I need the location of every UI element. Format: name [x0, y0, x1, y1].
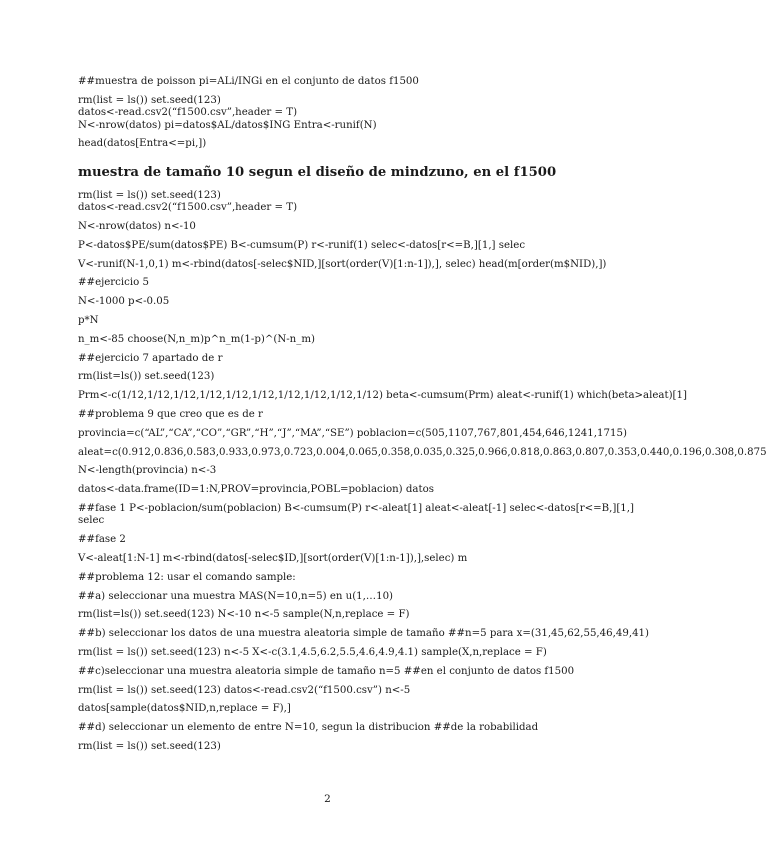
code-line: provincia=c(“AL”,“CA”,“CO”,“GR”,“H”,“J”,“MA”,“SE”) poblacion=c(505,1107,767,801,454,646,1241,1715): [78, 427, 627, 439]
code-line: N<-nrow(datos) pi=datos$AL/datos$ING Entra<-runif(N): [78, 119, 377, 131]
code-block: [78, 190, 698, 215]
code-line: selec: [78, 515, 105, 527]
code-comment: ##d) seleccionar un elemento de entre N=10, segun la distribucion ##de la robabilidad: [78, 722, 539, 734]
code-line: N<-1000 p<-0.05: [78, 296, 170, 308]
page-number: 2: [324, 793, 331, 805]
code-block: [78, 503, 698, 528]
code-comment: ##ejercicio 7 apartado de r: [78, 352, 223, 364]
code-line: V<-runif(N-1,0,1) m<-rbind(datos[-selec$NID,][sort(order(V)[1:n-1]),], selec) head(m[order(m$NID),]): [78, 258, 607, 270]
code-line-overflow: aleat=c(0.912,0.836,0.583,0.933,0.973,0.723,0.004,0.065,0.358,0.035,0.325,0.966,0.818,0.863,0.807,0.353,0.440,0.196,0.308,0.875: [78, 446, 767, 458]
code-line: rm(list=ls()) set.seed(123): [78, 371, 215, 383]
code-line: datos<-read.csv2(“f1500.csv”,header = T): [78, 202, 298, 214]
code-line: rm(list=ls()) set.seed(123) N<-10 n<-5 sample(N,n,replace = F): [78, 609, 410, 621]
code-line: p*N: [78, 315, 99, 326]
code-line: head(datos[Entra<=pi,]): [78, 138, 207, 150]
code-line: datos<-data.frame(ID=1:N,PROV=provincia,POBL=poblacion) datos: [78, 484, 434, 496]
code-line: N<-length(provincia) n<-3: [78, 465, 217, 477]
code-comment: ##problema 9 que creo que es de r: [78, 408, 263, 420]
code-line: datos<-read.csv2(“f1500.csv”,header = T): [78, 107, 298, 119]
code-line: datos[sample(datos$NID,n,replace = F),]: [78, 703, 291, 715]
code-line: Prm<-c(1/12,1/12,1/12,1/12,1/12,1/12,1/12,1/12,1/12,1/12) beta<-cumsum(Prm) aleat<-runif(1) which(beta>aleat)[1]: [78, 390, 687, 402]
code-line: ##fase 1 P<-poblacion/sum(poblacion) B<-cumsum(P) r<-aleat[1] aleat<-aleat[-1] selec<-datos[r<=B,][1,]: [78, 502, 635, 514]
document-body: [78, 76, 767, 760]
code-block: [78, 95, 698, 132]
code-comment: ##ejercicio 5: [78, 277, 149, 289]
code-line: N<-nrow(datos) n<-10: [78, 221, 196, 233]
code-line: P<-datos$PE/sum(datos$PE) B<-cumsum(P) r<-runif(1) selec<-datos[r<=B,][1,] selec: [78, 239, 526, 251]
code-line: rm(list = ls()) set.seed(123): [78, 94, 221, 106]
code-comment: ##c)seleccionar una muestra aleatoria simple de tamaño n=5 ##en el conjunto de datos f1500: [78, 665, 575, 677]
section-heading: muestra de tamaño 10 segun el diseño de mindzuno, en el f1500: [78, 164, 557, 180]
code-line: V<-aleat[1:N-1] m<-rbind(datos[-selec$ID,][sort(order(V)[1:n-1]),],selec) m: [78, 552, 468, 564]
code-comment: ##b) seleccionar los datos de una muestra aleatoria simple de tamaño ##n=5 para x=(31,45,62,55,46,49,41): [78, 628, 650, 640]
code-line: n_m<-85 choose(N,n_m)p^n_m(1-p)^(N-n_m): [78, 333, 315, 345]
code-line: rm(list = ls()) set.seed(123): [78, 740, 221, 752]
code-comment: ##problema 12: usar el comando sample:: [78, 571, 296, 583]
code-line: rm(list = ls()) set.seed(123) n<-5 X<-c(3.1,4.5,6.2,5.5,4.6,4.9,4.1) sample(X,n,replace = F): [78, 646, 547, 658]
code-comment: ##fase 2: [78, 534, 126, 546]
code-comment: ##a) seleccionar una muestra MAS(N=10,n=5) en u(1,…10): [78, 590, 394, 602]
code-line: rm(list = ls()) set.seed(123) datos<-read.csv2(“f1500.csv”) n<-5: [78, 684, 411, 696]
code-line: rm(list = ls()) set.seed(123): [78, 189, 221, 201]
code-comment: ##muestra de poisson pi=ALi/INGi en el conjunto de datos f1500: [78, 76, 419, 87]
